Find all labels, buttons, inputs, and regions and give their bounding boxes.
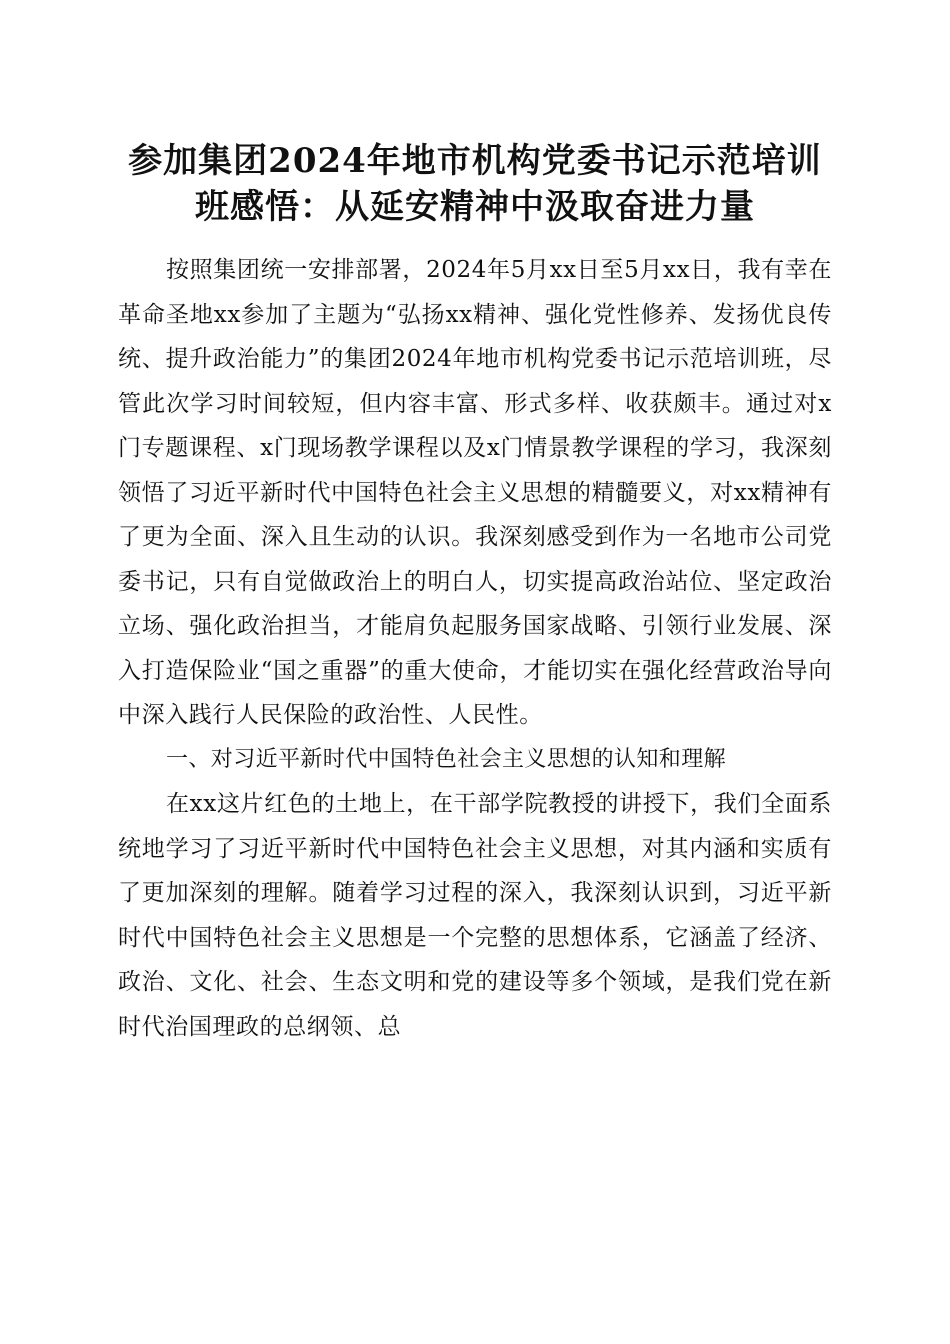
section-paragraph: 在xx这片红色的土地上，在干部学院教授的讲授下，我们全面系统地学习了习近平新时代中国特色社会主义思想，对其内涵和实质有了更加深刻的理解。随着学习过程的深入，我深刻认识到，习近平新时代中国特色社会主义思想是一个完整的思想体系，它涵盖了经济、政治、文化、社会、生态文明和党的建设等多个领域，是我们党在新时代治国理政的总纲领、总 <box>118 791 832 1040</box>
intro-paragraph: 按照集团统一安排部署，2024年5月xx日至5月xx日，我有幸在革命圣地xx参加了主题为“弘扬xx精神、强化党性修养、发扬优良传统、提升政治能力”的集团2024年地市机构党委书记示范培训班，尽管此次学习时间较短，但内容丰富、形式多样、收获颇丰。通过对x门专题课程、x门现场教学课程以及x门情景教学课程的学习，我深刻领悟了习近平新时代中国特色社会主义思想的精髓要义，对xx精神有了更为全面、深入且生动的认识。我深刻感受到作为一名地市公司党委书记，只有自觉做政治上的明白人，切实提高政治站位、坚定政治立场、强化政治担当，才能肩负起服务国家战略、引领行业发展、深入打造保险业“国之重器”的重大使命，才能切实在强化经营政治导向中深入践行人民保险的政治性、人民性。 <box>118 257 832 728</box>
document-body <box>118 248 832 1049</box>
section-heading: 一、对习近平新时代中国特色社会主义思想的认知和理解 <box>166 746 727 772</box>
document-title: 参加集团2024年地市机构党委书记示范培训班感悟：从延安精神中汲取奋进力量 <box>128 141 822 227</box>
